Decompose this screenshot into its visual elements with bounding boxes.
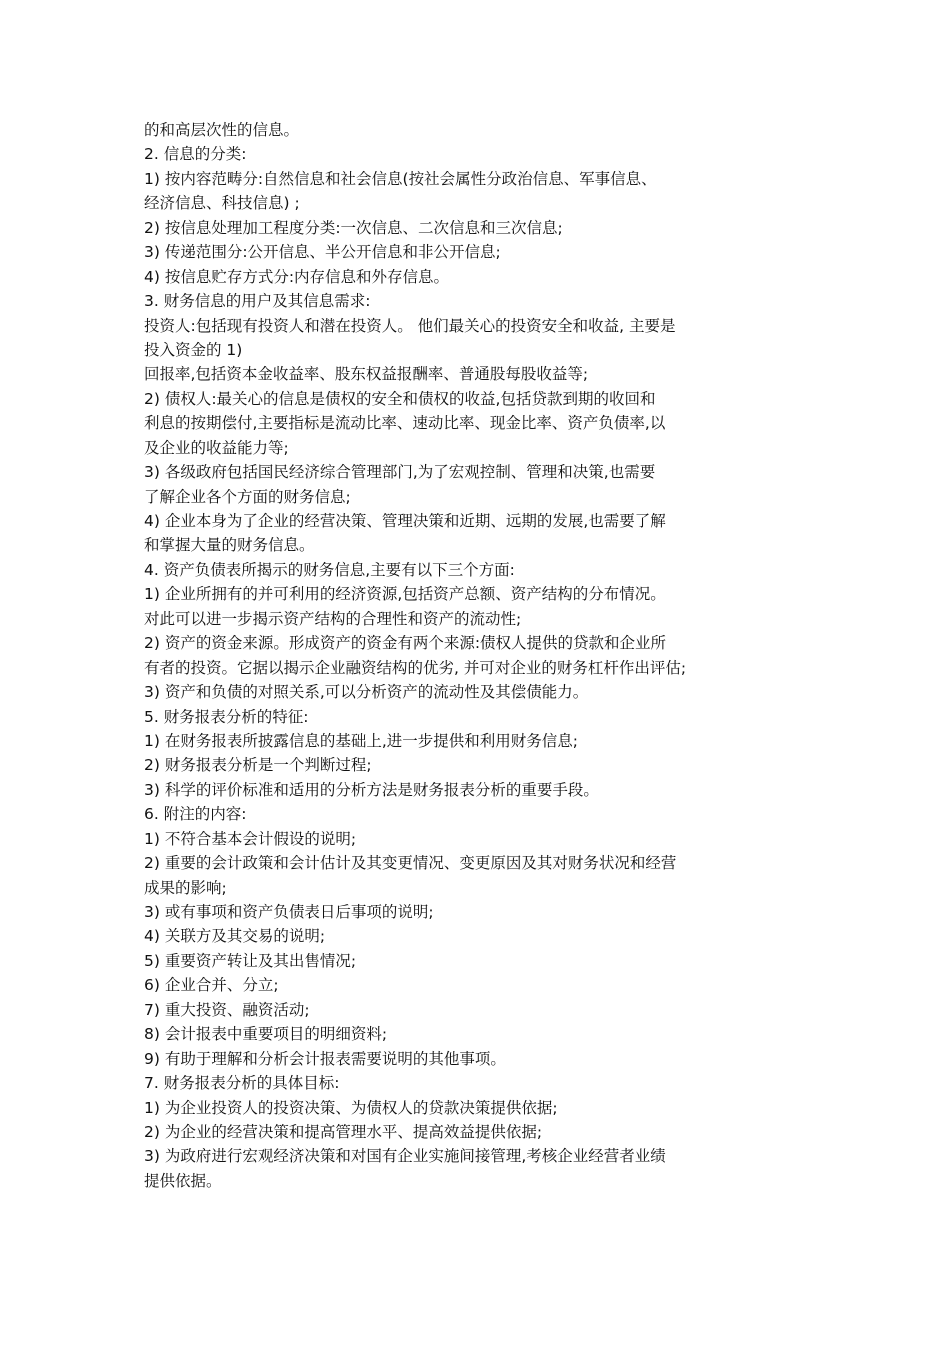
text-line: 了解企业各个方面的财务信息; <box>144 487 351 506</box>
text-line: 1) 在财务报表所披露信息的基础上,进一步提供和利用财务信息; <box>144 731 578 750</box>
text-line: 3) 资产和负债的对照关系,可以分析资产的流动性及其偿债能力。 <box>144 683 589 702</box>
text-line: 9) 有助于理解和分析会计报表需要说明的其他事项。 <box>144 1049 506 1068</box>
text-line: 4) 企业本身为了企业的经营决策、管理决策和近期、远期的发展,也需要了解 <box>144 512 666 530</box>
text-line: 7) 重大投资、融资活动; <box>144 1000 310 1019</box>
text-line: 有者的投资。它据以揭示企业融资结构的优劣, 并可对企业的财务杠杆作出评估; <box>144 658 687 677</box>
text-line: 3) 或有事项和资产负债表日后事项的说明; <box>144 903 434 921</box>
text-line: 投资人:包括现有投资人和潜在投资人。 他们最关心的投资安全和收益, 主要是 <box>144 316 676 335</box>
text-line: 3. 财务信息的用户及其信息需求: <box>144 292 371 311</box>
text-line: 1) 按内容范畴分:自然信息和社会信息(按社会属性分政治信息、军事信息、 <box>144 169 657 188</box>
text-line: 1) 不符合基本会计假设的说明; <box>144 829 357 848</box>
text-line: 5) 重要资产转让及其出售情况; <box>144 951 357 970</box>
text-line: 8) 会计报表中重要项目的明细资料; <box>144 1025 388 1044</box>
text-line: 1) 企业所拥有的并可利用的经济资源,包括资产总额、资产结构的分布情况。 <box>144 585 666 604</box>
text-line: 7. 财务报表分析的具体目标: <box>144 1074 340 1093</box>
text-line: 2) 重要的会计政策和会计估计及其变更情况、变更原因及其对财务状况和经营 <box>144 854 677 873</box>
text-line: 利息的按期偿付,主要指标是流动比率、速动比率、现金比率、资产负债率,以 <box>144 414 666 433</box>
text-line: 3) 为政府进行宏观经济决策和对国有企业实施间接管理,考核企业经营者业绩 <box>144 1147 666 1166</box>
text-line: 4) 按信息贮存方式分:内存信息和外存信息。 <box>144 267 450 286</box>
text-line: 3) 各级政府包括国民经济综合管理部门,为了宏观控制、管理和决策,也需要 <box>144 463 656 482</box>
text-line: 经济信息、科技信息) ; <box>144 194 300 213</box>
text-line: 成果的影响; <box>144 878 227 897</box>
text-line: 3) 科学的评价标准和适用的分析方法是财务报表分析的重要手段。 <box>144 780 599 799</box>
text-line: 2) 为企业的经营决策和提高管理水平、提高效益提供依据; <box>144 1122 543 1141</box>
text-line: 对此可以进一步揭示资产结构的合理性和资产的流动性; <box>144 609 522 628</box>
text-line: 和掌握大量的财务信息。 <box>144 536 315 555</box>
text-line: 2) 按信息处理加工程度分类:一次信息、二次信息和三次信息; <box>144 218 563 237</box>
text-line: 提供依据。 <box>144 1171 222 1190</box>
text-line: 6) 企业合并、分立; <box>144 976 279 995</box>
text-line: 1) 为企业投资人的投资决策、为债权人的贷款决策提供依据; <box>144 1098 558 1117</box>
text-line: 2. 信息的分类: <box>144 145 247 164</box>
text-line: 3) 传递范围分:公开信息、半公开信息和非公开信息; <box>144 243 501 262</box>
text-line: 投入资金的 1) <box>144 340 243 359</box>
text-line: 2) 资产的资金来源。形成资产的资金有两个来源:债权人提供的贷款和企业所 <box>144 634 667 653</box>
text-line: 4) 关联方及其交易的说明; <box>144 927 326 946</box>
text-line: 6. 附注的内容: <box>144 805 247 824</box>
text-line: 4. 资产负债表所揭示的财务信息,主要有以下三个方面: <box>144 560 515 579</box>
text-line: 的和高层次性的信息。 <box>144 121 300 139</box>
text-line: 2) 债权人:最关心的信息是债权的安全和债权的收益,包括贷款到期的收回和 <box>144 389 656 408</box>
text-line: 回报率,包括资本金收益率、股东权益报酬率、普通股每股收益等; <box>144 365 589 384</box>
text-line: 5. 财务报表分析的特征: <box>144 707 309 726</box>
text-line: 2) 财务报表分析是一个判断过程; <box>144 756 372 775</box>
text-line: 及企业的收益能力等; <box>144 438 289 457</box>
document-body <box>144 118 824 1193</box>
